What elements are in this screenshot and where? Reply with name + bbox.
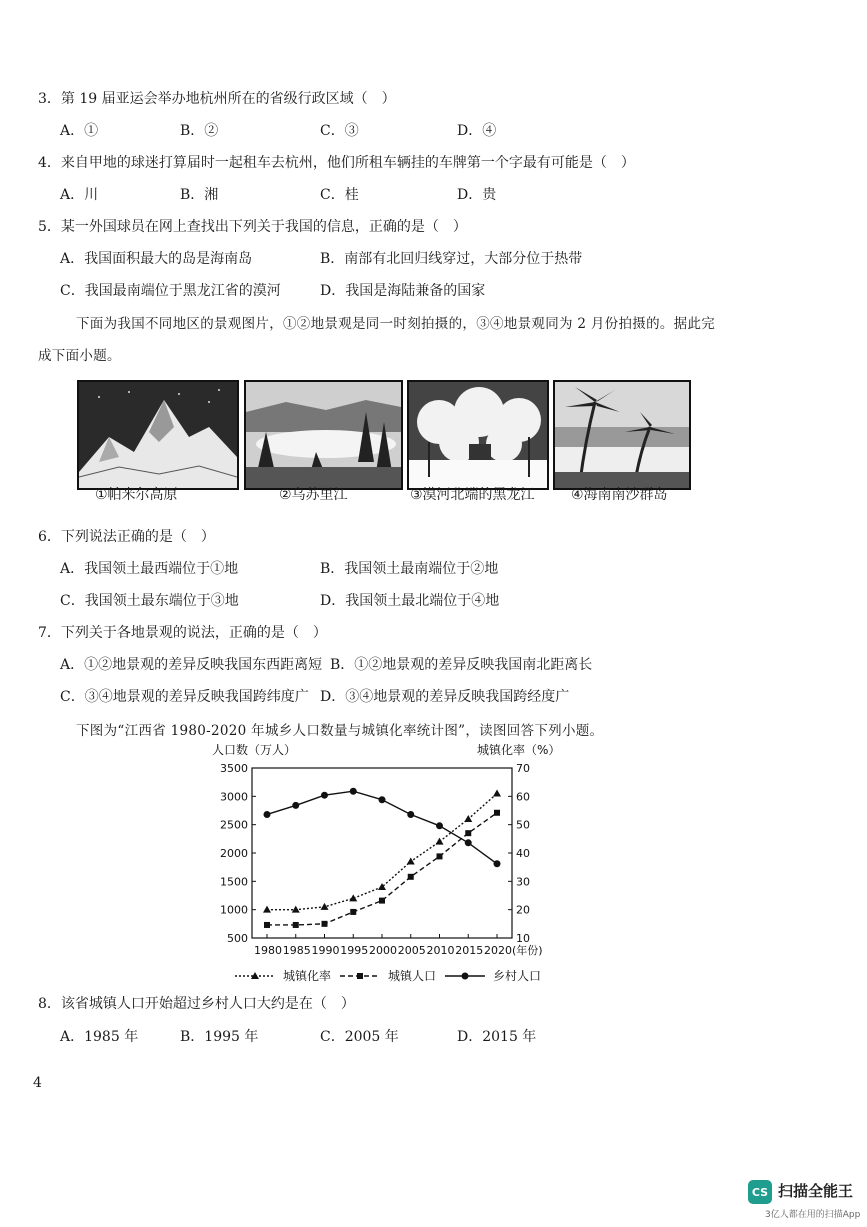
question-6-option-d: D．我国领土最北端位于④地	[320, 593, 500, 609]
y-right-axis-label: 城镇化率（%）	[477, 743, 560, 757]
question-7-option-c: C．③④地景观的差异反映我国跨纬度广	[60, 689, 309, 705]
question-3-option-b: B．②	[180, 123, 219, 139]
question-4-option-b: B．湘	[180, 187, 219, 203]
data-point-circle	[264, 811, 271, 818]
urbanization-chart	[200, 740, 560, 990]
legend-label: 乡村人口	[493, 969, 542, 983]
y-right-tick-label: 60	[516, 790, 530, 804]
y-right-tick-label: 70	[516, 762, 530, 775]
data-point-square	[322, 921, 328, 927]
series-line-城镇人口	[267, 813, 497, 925]
data-point-triangle	[436, 838, 444, 845]
x-tick-label: 1990	[311, 944, 340, 957]
question-3-stem: 3．第 19 届亚运会举办地杭州所在的省级行政区域（ ）	[38, 91, 396, 107]
chart-frame	[252, 768, 512, 938]
heilongjiang-snow-photo	[407, 380, 549, 490]
data-point-circle	[321, 792, 328, 799]
y-left-tick-label: 500	[227, 932, 248, 945]
data-point-circle	[465, 839, 472, 846]
data-point-square	[379, 898, 385, 904]
page-number: 4	[33, 1075, 42, 1091]
data-point-circle	[292, 802, 299, 809]
data-point-triangle	[407, 858, 415, 865]
question-3-option-a: A．①	[60, 123, 99, 139]
y-right-tick-label: 10	[516, 932, 530, 945]
data-point-triangle	[263, 906, 271, 913]
photo-caption-1: ①帕米尔高原	[95, 487, 178, 503]
data-point-square	[437, 853, 443, 859]
question-4-option-c: C．桂	[320, 187, 359, 203]
question-8-option-b: B．1995 年	[180, 1029, 259, 1045]
x-tick-label: 2020(年份)	[484, 944, 543, 957]
camscanner-logo-icon: CS	[748, 1180, 772, 1204]
legend-marker-square	[357, 973, 363, 979]
x-tick-label: 2010	[426, 944, 455, 957]
question-8-stem: 8．该省城镇人口开始超过乡村人口大约是在（ ）	[38, 996, 355, 1012]
question-7-option-a: A．①②地景观的差异反映我国东西距离短	[60, 657, 323, 673]
data-point-circle	[379, 796, 386, 803]
y-left-tick-label: 3500	[220, 762, 248, 775]
x-tick-label: 1985	[282, 944, 311, 957]
y-right-tick-label: 30	[516, 875, 530, 889]
x-tick-label: 1995	[340, 944, 369, 957]
y-left-tick-label: 1000	[220, 903, 248, 917]
chart-intro: 下图为“江西省 1980-2020 年城乡人口数量与城镇化率统计图”，读图回答下列小题。	[76, 723, 604, 739]
data-point-square	[350, 909, 356, 915]
data-point-circle	[350, 788, 357, 795]
data-point-triangle	[349, 894, 357, 901]
data-point-square	[494, 810, 500, 816]
y-left-tick-label: 2500	[220, 818, 248, 832]
y-left-tick-label: 1500	[220, 875, 248, 889]
question-6-option-b: B．我国领土最南端位于②地	[320, 561, 499, 577]
data-point-circle	[436, 822, 443, 829]
question-5-stem: 5．某一外国球员在网上查找出下列关于我国的信息，正确的是（ ）	[38, 219, 467, 235]
x-tick-label: 2005	[397, 944, 426, 957]
question-4-option-d: D．贵	[457, 187, 497, 203]
data-point-square	[264, 922, 270, 928]
data-point-square	[465, 830, 471, 836]
x-tick-label: 1980	[254, 944, 282, 957]
question-6-stem: 6．下列说法正确的是（ ）	[38, 529, 215, 545]
y-right-tick-label: 20	[516, 903, 530, 917]
data-point-circle	[407, 811, 414, 818]
question-8-option-a: A．1985 年	[60, 1029, 139, 1045]
legend-label: 城镇人口	[388, 969, 437, 983]
photos-intro-line-1: 下面为我国不同地区的景观图片，①②地景观是同一时刻拍摄的，③④地景观同为 2 月份拍摄的。据此完	[76, 316, 716, 332]
question-5-option-b: B．南部有北回归线穿过，大部分位于热带	[320, 251, 583, 267]
question-7-option-d: D．③④地景观的差异反映我国跨经度广	[320, 689, 570, 705]
question-3-option-c: C．③	[320, 123, 359, 139]
question-5-option-d: D．我国是海陆兼备的国家	[320, 283, 486, 299]
question-4-stem: 4．来自甲地的球迷打算届时一起租车去杭州，他们所租车辆挂的车牌第一个字最有可能是（ ）	[38, 155, 635, 171]
y-left-tick-label: 3000	[220, 790, 248, 804]
data-point-triangle	[378, 883, 386, 890]
question-7-option-b: B．①②地景观的差异反映我国南北距离长	[330, 657, 593, 673]
data-point-circle	[494, 860, 501, 867]
question-5-option-c: C．我国最南端位于黑龙江省的漠河	[60, 283, 281, 299]
data-point-triangle	[493, 790, 501, 797]
photo-caption-4: ④海南南沙群岛	[571, 487, 668, 503]
question-5-option-a: A．我国面积最大的岛是海南岛	[60, 251, 253, 267]
y-right-tick-label: 50	[516, 818, 530, 832]
question-8-option-c: C．2005 年	[320, 1029, 399, 1045]
pamir-plateau-photo	[77, 380, 239, 490]
photo-caption-2: ②乌苏里江	[279, 487, 348, 503]
camscanner-tagline: 3亿人都在用的扫描App	[765, 1210, 861, 1220]
question-6-option-c: C．我国领土最东端位于③地	[60, 593, 239, 609]
y-left-tick-label: 2000	[220, 847, 248, 860]
y-right-tick-label: 40	[516, 847, 530, 860]
photo-caption-3: ③漠河北端的黑龙江	[410, 487, 535, 503]
camscanner-name: 扫描全能王	[778, 1182, 854, 1200]
series-line-城镇化率	[267, 794, 497, 910]
data-point-square	[293, 922, 299, 928]
question-8-option-d: D．2015 年	[457, 1029, 537, 1045]
question-4-option-a: A．川	[60, 187, 99, 203]
question-3-option-d: D．④	[457, 123, 497, 139]
x-tick-label: 2000	[369, 944, 397, 957]
nansha-islands-photo	[553, 380, 691, 490]
y-left-axis-label: 人口数（万人）	[212, 743, 297, 757]
ussuri-river-photo	[244, 380, 403, 490]
legend-label: 城镇化率	[283, 969, 332, 983]
question-7-stem: 7．下列关于各地景观的说法，正确的是（ ）	[38, 625, 327, 641]
x-tick-label: 2015	[455, 944, 484, 957]
data-point-square	[408, 874, 414, 880]
question-6-option-a: A．我国领土最西端位于①地	[60, 561, 239, 577]
legend-marker-circle	[462, 973, 469, 980]
photos-intro-line-2: 成下面小题。	[38, 348, 121, 364]
